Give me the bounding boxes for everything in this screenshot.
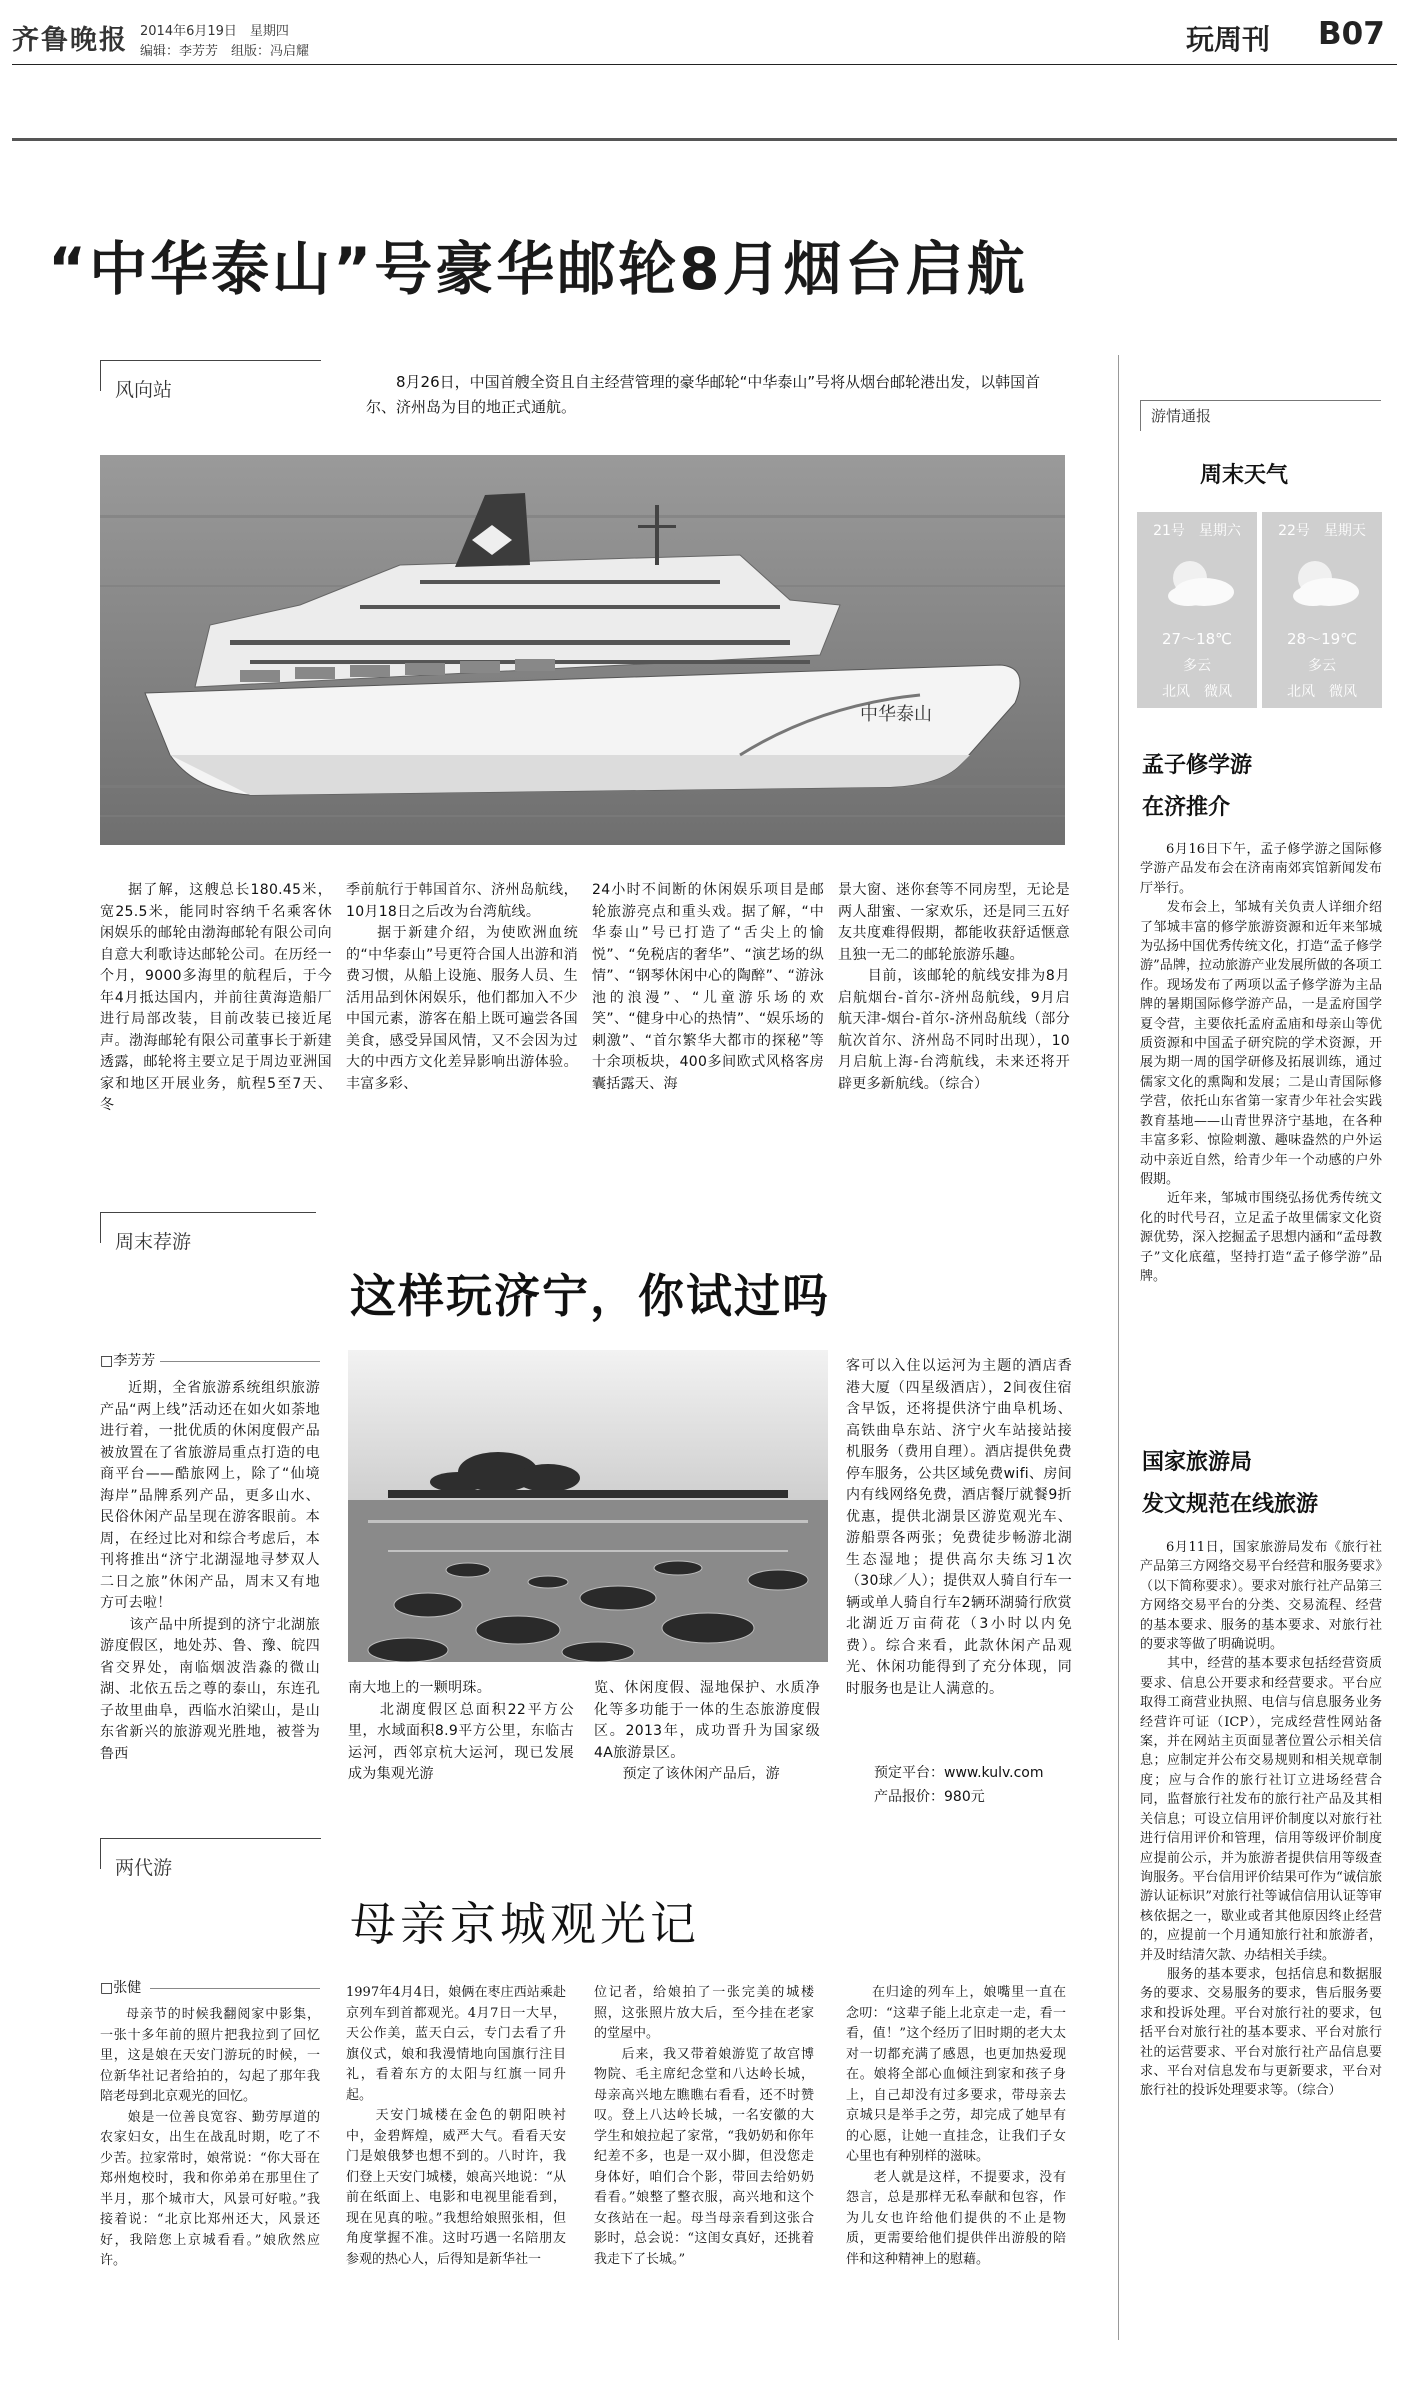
masthead-date: 2014年6月19日 星期四 [140,24,289,39]
weather-card-1-date: 21号 星期六 [1153,523,1241,539]
mencius-title-2: 在济推介 [1142,795,1231,820]
jining-byline: □李芳芳 [100,1353,156,1369]
jining-byline-rule [160,1361,320,1362]
weather-card-1-wind: 北风 微风 [1162,684,1232,700]
sidebar-divider [1118,355,1119,2340]
mother-section-bar [100,1838,321,1879]
weather-card-1-sky: 多云 [1183,658,1211,674]
mencius-title-1: 孟子修学游 [1142,753,1253,778]
jining-platform: 预定平台：www.kulv.com [874,1765,1044,1781]
cruise-headline: “中华泰山”号豪华邮轮8月烟台启航 [48,235,1028,303]
weather-card-1-temp: 27～18℃ [1161,630,1233,648]
jining-column-2: 南大地上的一颗明珠。 北湖度假区总面积22平方公里，水域面积8.9平方公里，东临古运河，西邻京杭大运河，现已发展成为集观光游 [348,1680,574,1782]
weather-card-1 [1137,512,1257,708]
mother-column-2: 1997年4月4日，娘俩在枣庄西站乘赴京列车到首都观光。4月7日一大早，天公作美，蓝天白云，专门去看了升旗仪式，娘和我漫情地向国旗行注目礼，看着东方的太阳与红旗一同升起。 天安门城楼在金色的朝阳映衬中，金碧辉煌，威严大气。看看天安门是娘俄梦也想不到的。八时许，我们登上天安门城楼，娘高兴地说：“从前在纸面上、电影和电视里能看到，现在见真的啦。”我想给娘照张相，但角度掌握不准。这时巧遇一名陪朋友参观的热心人，后得知是新华社一 [346,1985,566,2267]
cloud-sun-icon [1277,552,1367,612]
mother-byline: □张健 [100,1980,142,1996]
cruise-photo [100,455,1065,845]
wetland-photo [348,1350,828,1662]
weather-card-2 [1262,512,1382,708]
jining-column-4: 客可以入住以运河为主题的酒店香港大厦（四星级酒店），2间夜住宿含早饭，还将提供济宁曲阜机场、高铁曲阜东站、济宁火车站接站接机服务（费用自理）。酒店提供免费停车服务，公共区域免费wifi、房间内有线网络免费，酒店餐厅就餐9折优惠，提供北湖景区游览观光车、游船票各两张；免费徒步畅游北湖生态湿地；提供高尔夫练习1次（30球／人）；提供双人骑自行车一辆或单人骑自行车2辆环湖骑行欣赏北湖近万亩荷花（3小时以内免费）。综合来看，此款休闲产品观光、休闲功能得到了充分体现，同时服务也是让人满意的。 [846,1358,1072,1697]
cruise-lead: 8月26日，中国首艘全资且自主经营管理的豪华邮轮“中华泰山”号将从烟台邮轮港出发，以韩国首尔、济州岛为目的地正式通航。 [366,373,1041,416]
masthead-rule-thick [12,138,1397,141]
mother-column-1: 母亲节的时候我翻阅家中影集，一张十多年前的照片把我拉到了回忆里，这是娘在天安门游玩的时候，一位新华社记者给拍的，勾起了那年我陪老母到北京观光的回忆。 娘是一位善良宽容、勤劳厚道的农家妇女，出生在战乱时期，吃了不少苦。拉家常时，娘常说：“你大哥在郑州炮校时，我和你弟弟在那里住了半月，那个城市大，风景可好啦。”我接着说：“北京比郑州还大，风景还好，我陪您上京城看看。”娘欣然应许。 [100,2007,320,2268]
weather-card-2-wind: 北风 微风 [1287,684,1357,700]
cruise-section-bar [100,360,321,401]
masthead-logo: 齐鲁晚报 [12,25,128,56]
weather-card-2-date: 22号 星期天 [1278,523,1366,539]
jining-headline: 这样玩济宁，你试过吗 [350,1269,830,1323]
ship-name-text: 中华泰山 [860,704,932,725]
masthead-rule-thin [12,64,1397,65]
cruise-column-4: 景大窗、迷你套等不同房型，无论是两人甜蜜、一家欢乐，还是同三五好友共度难得假期，都能收获舒适惬意且独一无二的邮轮旅游乐趣。 目前，该邮轮的航线安排为8月启航烟台-首尔-济州岛航线，9月启航天津-烟台-首尔-济州岛航线（部分航次首尔、济州岛不同时出现），10月启航上海-台湾航线，未来还将开辟更多新航线。（综合） [838,882,1070,1092]
sidebar-tag-label: 游情通报 [1151,407,1212,425]
tourism-title-1: 国家旅游局 [1142,1450,1253,1475]
sidebar-tag-bar [1140,400,1381,431]
masthead-editors: 编辑：李芳芳 组版：冯启耀 [140,44,310,59]
cloud-sun-icon [1152,552,1242,612]
page-number: B07 [1318,16,1385,52]
tourism-title-2: 发文规范在线旅游 [1142,1492,1319,1517]
section-name: 玩周刊 [1186,23,1271,56]
jining-price: 产品报价：980元 [874,1789,985,1805]
mencius-body: 6月16日下午，孟子修学游之国际修学游产品发布会在济南南郊宾馆新闻发布厅举行。 发布会上，邹城有关负责人详细介绍了邹城丰富的修学旅游资源和近年来邹城为弘扬中国优秀传统文化，打造“孟子修学游”品牌，拉动旅游产业发展所做的各项工作。现场发布了两项以孟子修学游为主品牌的暑期国际修学游产品，一是孟府国学夏令营，主要依托孟府孟庙和母亲山等优质资源和中国孟子研究院的学术资源，开展为期一周的国学研修及拓展训练，通过儒家文化的熏陶和发展；二是山青国际修学营，依托山东省第一家青少年社会实践教育基地——山青世界济宁基地，在各种丰富多彩、惊险刺激、趣味盎然的户外运动中亲近自然，给青少年一个动感的户外假期。 近年来，邹城市围绕弘扬优秀传统文化的时代号召，立足孟子故里儒家文化资源优势，深入挖掘孟子思想内涵和“孟母教子”文化底蕴，坚持打造“孟子修学游”品牌。 [1140,842,1382,1284]
weather-title: 周末天气 [1200,463,1289,488]
tourism-body: 6月11日，国家旅游局发布《旅行社产品第三方网络交易平台经营和服务要求》（以下简称要求）。要求对旅行社产品第三方网络交易平台的分类、交易流程、经营的基本要求、服务的基本要求、对旅行社的要求等做了明确说明。 其中，经营的基本要求包括经营资质要求、信息公开要求和经营要求。平台应取得工商营业执照、电信与信息服务业务经营许可证（ICP），完成经营性网站备案，并在网站主页面显著位置公示相关信息；应制定并公布交易规则和相关规章制度；应与合作的旅行社订立进场经营合同，监督旅行社发布的旅行社产品及其相关信息；可设立信用评价制度以对旅行社进行信用评价和管理，信用等级评价制度应提前公示，并为旅游者提供信用等级查询服务。平台信用评价结果可作为“诚信旅游认证标识”对旅行社等诚信信用认证等审核依据之一，歇业或者其他原因终止经营的，应提前一个月通知旅行社和旅游者，并及时结清欠款、办结相关手续。 服务的基本要求，包括信息和数据服务的要求、交易服务的要求，售后服务要求和投诉处理。平台对旅行社的要求，包括平台对旅行社的基本要求、平台对旅行社的运营要求、平台对旅行社产品信息要求、平台对信息发布与更新要求，平台对旅行社的投诉处理要求等。（综合） [1140,1540,1382,2099]
cruise-column-1: 据了解，这艘总长180.45米，宽25.5米，能同时容纳千名乘客休闲娱乐的邮轮由渤海邮轮有限公司向自意大利歌诗达邮轮公司。在历经一个月，9000多海里的航程后，于今年4月抵达国内，并前往黄海造船厂进行局部改装，目前改装已接近尾声。渤海邮轮有限公司董事长于新建透露，邮轮将主要立足于周边亚洲国家和地区开展业务，航程5至7天、冬 [100,882,332,1113]
mother-column-3: 位记者，给娘拍了一张完美的城楼照，这张照片放大后，至今挂在老家的堂屋中。 后来，我又带着娘游览了故宫博物院、毛主席纪念堂和八达岭长城，母亲高兴地左瞧瞧右看看，还不时赞叹。登上八达岭长城，一名安徽的大学生和娘拉起了家常，“我奶奶和你年纪差不多，也是一双小脚，但没您走身体好，咱们合个影，带回去给奶奶看看。”娘整了整衣服，高兴地和这个女孩站在一起。母当母亲看到这张合影时，总会说：“这闺女真好，还挑着我走下了长城。” [594,1985,814,2267]
jining-section-bar [100,1212,316,1253]
cruise-column-3: 24小时不间断的休闲娱乐项目是邮轮旅游亮点和重头戏。据了解，“中华泰山”号已打造了“舌尖上的愉悦”、“免税店的奢华”、“演艺场的纵情”、“钢琴休闲中心的陶醉”、“游泳池的浪漫”、“儿童游乐场的欢笑”、“健身中心的热情”、“娱乐场的刺激”、“首尔繁华大都市的探秘”等十余项板块，400多间欧式风格客房囊括露天、海 [592,882,824,1092]
jining-section-label: 周末荐游 [115,1231,192,1253]
jining-column-3: 览、休闲度假、湿地保护、水质净化等多功能于一体的生态旅游度假区。2013年，成功晋升为国家级4A旅游景区。 预定了该休闲产品后，游 [594,1680,820,1782]
weather-card-2-sky: 多云 [1308,658,1336,674]
weather-card-2-temp: 28～19℃ [1286,630,1358,648]
cruise-column-2: 季前航行于韩国首尔、济州岛航线，10月18日之后改为台湾航线。 据于新建介绍，为使欧洲血统的“中华泰山”号更符合国人出游和消费习惯，从船上设施、服务人员、生活用品到休闲娱乐，他们都加入不少中国元素，游客在船上既可遍尝各国美食，感受异国风情，又不会因为过大的中西方文化差异影响出游体验。丰富多彩、 [346,882,578,1092]
mother-column-4: 在归途的列车上，娘嘴里一直在念叨：“这辈子能上北京走一走，看一看，值！”这个经历了旧时期的老大太对一切都充满了感恩，也更加热爱现在。娘将全部心血倾注到家和孩子身上，自己却没有过多要求，带母亲去京城只是举手之劳，却完成了她早有的心愿，让她一直挂念，让我们子女心里也有种别样的滋味。 老人就是这样，不提要求，没有怨言，总是那样无私奉献和包容，作为儿女也许给他们提供的不止是物质，更需要给他们提供伴出游般的陪伴和这种精神上的慰藉。 [846,1985,1066,2267]
cruise-section-label: 风向站 [115,379,173,401]
mother-byline-rule [150,1988,320,1989]
mother-headline: 母亲京城观光记 [350,1897,700,1951]
mother-section-label: 两代游 [115,1857,173,1879]
jining-column-1: 近期，全省旅游系统组织旅游产品“两上线”活动还在如火如荼地进行着，一批优质的休闲度假产品被放置在了省旅游局重点打造的电商平台——酷旅网上，除了“仙境海岸”品牌系列产品，更多山水、民俗休闲产品呈现在游客眼前。本周，在经过比对和综合考虑后，本刊将推出“济宁北湖湿地寻梦双人二日之旅”休闲产品，周末又有地方可去啦！ 该产品中所提到的济宁北湖旅游度假区，地处苏、鲁、豫、皖四省交界处，南临烟波浩淼的微山湖、北依五岳之尊的泰山，东连孔子故里曲阜，西临水泊梁山，是山东省新兴的旅游观光胜地，被誉为鲁西 [100,1380,320,1762]
